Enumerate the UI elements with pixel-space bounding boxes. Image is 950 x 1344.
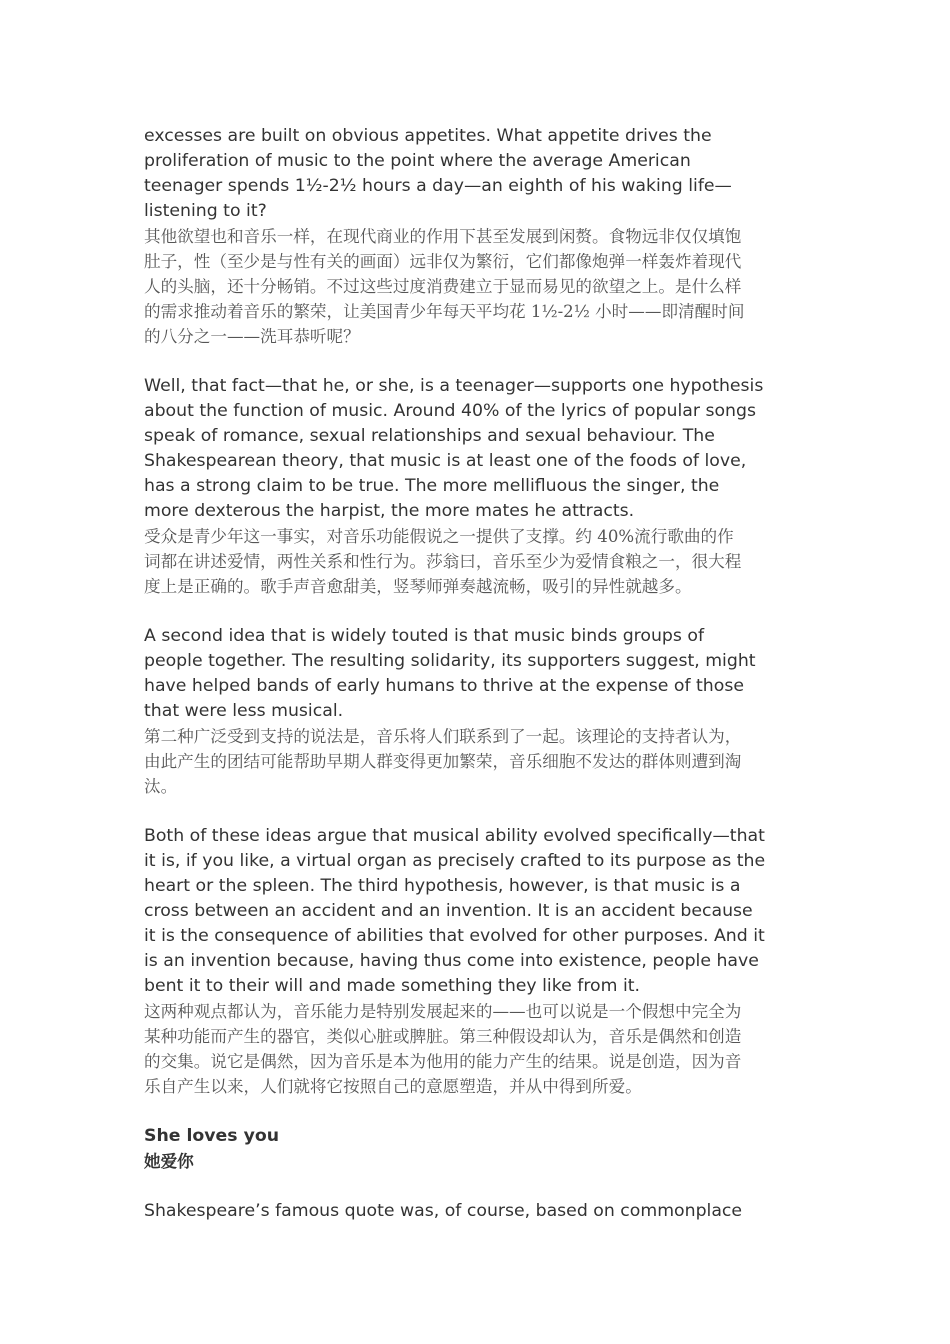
text-line: is an invention because, having thus come into existence, people have xyxy=(144,951,759,971)
text-line: 肚子，性（至少是与性有关的画面）远非仅为繁衍，它们都像炮弹一样轰炸着现代 xyxy=(144,252,742,271)
text-line: A second idea that is widely touted is that music binds groups of xyxy=(144,626,705,646)
text-line: more dexterous the harpist, the more mates he attracts. xyxy=(144,501,635,521)
text-line: proliferation of music to the point where the average American xyxy=(144,151,691,171)
heading-english: She loves you xyxy=(144,1126,280,1146)
text-line: about the function of music. Around 40% of the lyrics of popular songs xyxy=(144,401,756,421)
english-text xyxy=(144,374,808,524)
text-line: cross between an accident and an invention. It is an accident because xyxy=(144,901,753,921)
paragraph-3 xyxy=(144,624,808,799)
text-line: bent it to their will and made something they like from it. xyxy=(144,976,641,996)
text-line: that were less musical. xyxy=(144,701,344,721)
text-line: 这两种观点都认为，音乐能力是特别发展起来的——也可以说是一个假想中完全为 xyxy=(144,1002,742,1021)
paragraph-2 xyxy=(144,374,808,599)
text-line: Shakespeare’s famous quote was, of course, based on commonplace xyxy=(144,1201,743,1221)
text-line: 词都在讲述爱情，两性关系和性行为。莎翁曰，音乐至少为爱情食粮之一，很大程 xyxy=(144,552,742,571)
text-line: 的八分之一——洗耳恭听呢？ xyxy=(144,327,360,346)
chinese-text xyxy=(144,724,808,799)
paragraph-1 xyxy=(144,124,808,349)
document-page xyxy=(144,124,808,1224)
text-line: listening to it? xyxy=(144,201,267,221)
text-line: 乐自产生以来，人们就将它按照自己的意愿塑造，并从中得到所爱。 xyxy=(144,1077,642,1096)
text-line: 受众是青少年这一事实，对音乐功能假说之一提供了支撑。约 40%流行歌曲的作 xyxy=(144,527,734,546)
text-line: 人的头脑，还十分畅销。不过这些过度消费建立于显而易见的欲望之上。是什么样 xyxy=(144,277,742,296)
text-line: has a strong claim to be true. The more mellifluous the singer, the xyxy=(144,476,720,496)
text-line: 汰。 xyxy=(144,777,178,796)
paragraph-5-start xyxy=(144,1199,808,1224)
text-line: Shakespearean theory, that music is at least one of the foods of love, xyxy=(144,451,747,471)
text-line: 的需求推动着音乐的繁荣，让美国青少年每天平均花 1½-2½ 小时——即清醒时间 xyxy=(144,302,745,321)
text-line: teenager spends 1½-2½ hours a day—an eighth of his waking life— xyxy=(144,176,732,196)
text-line: it is, if you like, a virtual organ as precisely crafted to its purpose as the xyxy=(144,851,766,871)
text-line: 其他欲望也和音乐一样，在现代商业的作用下甚至发展到闲赘。食物远非仅仅填饱 xyxy=(144,227,742,246)
chinese-text xyxy=(144,224,808,349)
english-text xyxy=(144,624,808,724)
text-line: have helped bands of early humans to thrive at the expense of those xyxy=(144,676,744,696)
text-line: Both of these ideas argue that musical ability evolved specifically—that xyxy=(144,826,765,846)
text-line: Well, that fact—that he, or she, is a teenager—supports one hypothesis xyxy=(144,376,764,396)
paragraph-4 xyxy=(144,824,808,1099)
text-line: excesses are built on obvious appetites. What appetite drives the xyxy=(144,126,712,146)
text-line: heart or the spleen. The third hypothesis, however, is that music is a xyxy=(144,876,741,896)
heading-chinese: 她爱你 xyxy=(144,1152,194,1171)
text-line: it is the consequence of abilities that evolved for other purposes. And it xyxy=(144,926,765,946)
text-line: 第二种广泛受到支持的说法是，音乐将人们联系到了一起。该理论的支持者认为， xyxy=(144,727,742,746)
english-text xyxy=(144,824,808,999)
chinese-text xyxy=(144,524,808,599)
text-line: 度上是正确的。歌手声音愈甜美，竖琴师弹奏越流畅，吸引的异性就越多。 xyxy=(144,577,692,596)
text-line: 由此产生的团结可能帮助早期人群变得更加繁荣，音乐细胞不发达的群体则遭到淘 xyxy=(144,752,742,771)
text-line: people together. The resulting solidarity, its supporters suggest, might xyxy=(144,651,756,671)
text-line: 某种功能而产生的器官，类似心脏或脾脏。第三种假设却认为，音乐是偶然和创造 xyxy=(144,1027,742,1046)
chinese-text xyxy=(144,999,808,1099)
section-heading xyxy=(144,1124,808,1174)
english-text xyxy=(144,124,808,224)
text-line: speak of romance, sexual relationships and sexual behaviour. The xyxy=(144,426,715,446)
text-line: 的交集。说它是偶然，因为音乐是本为他用的能力产生的结果。说是创造，因为音 xyxy=(144,1052,742,1071)
